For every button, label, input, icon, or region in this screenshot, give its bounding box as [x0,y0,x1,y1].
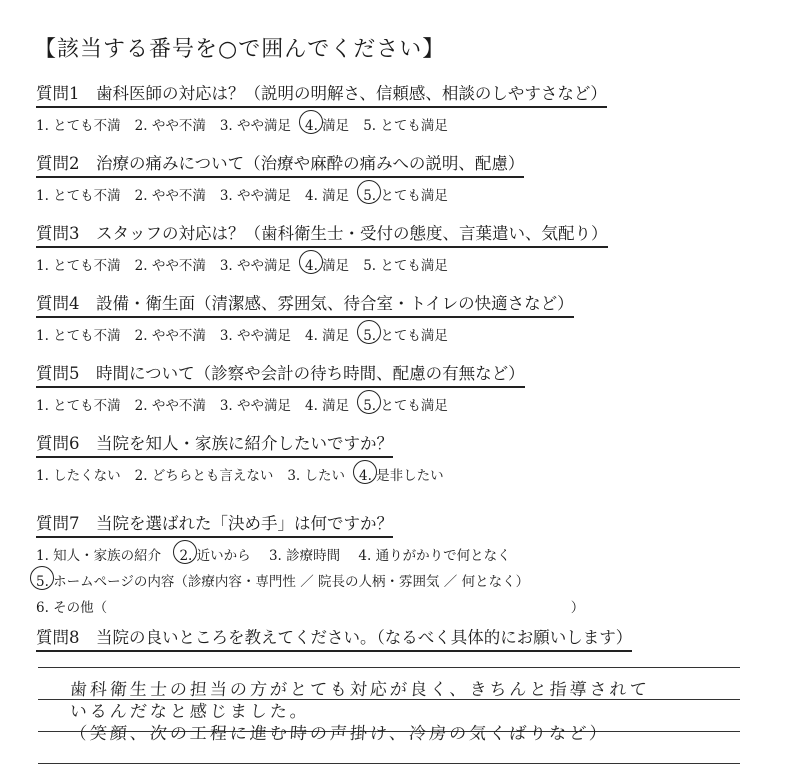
selection-circle [353,460,377,484]
question-2 [36,150,524,204]
q4-option-4-label: 4. 満足 [305,328,350,344]
q5-option-2[interactable] [135,394,206,414]
q6-option-4[interactable] [359,464,444,484]
question-7-label: 質問7 当院を選ばれた「決め手」は何ですか？ [36,510,393,538]
q4-option-1-label: 1. とても不満 [36,328,121,344]
q3-option-4-label: 4. 満足 [305,258,350,274]
q5-option-2-label: 2. やや不満 [134,398,206,414]
selection-circle [357,320,381,344]
question-5-label: 質問5 時間について（診察や会計の待ち時間、配慮の有無など） [36,360,525,388]
q6-option-2[interactable] [135,464,274,484]
selection-circle [30,566,54,590]
question-8-label: 質問8 当院の良いところを教えてください。（なるべく具体的にお願いします） [36,624,632,652]
question-2-label: 質問2 治療の痛みについて（治療や麻酔の痛みへの説明、配慮） [36,150,524,178]
answer-line [38,763,740,764]
q7-option-6[interactable]: 6. その他（ [36,600,108,616]
q5-option-4[interactable] [305,394,349,414]
question-1 [36,80,607,134]
q2-option-1-label: 1. とても不満 [36,188,121,204]
q4-option-5[interactable] [363,324,448,344]
selection-circle [357,390,381,414]
q7-option-2[interactable] [179,544,250,564]
q7-option-3[interactable]: 3. 診療時間 [268,548,341,564]
q7-option-1[interactable]: 1. 知人・家族の紹介 [36,548,162,564]
q4-option-4[interactable] [305,324,349,344]
question-3-label: 質問3 スタッフの対応は？（歯科衛生士・受付の態度、言葉遣い、気配り） [36,220,608,248]
question-8 [36,624,632,652]
q6-option-3-label: 3. したい [287,468,346,484]
q7-option-5[interactable] [36,570,529,590]
question-6-label: 質問6 当院を知人・家族に紹介したいですか？ [36,430,393,458]
q3-option-3-label: 3. やや満足 [219,258,292,274]
q5-option-5[interactable] [363,394,448,414]
q5-option-5-label: 5. とても満足 [363,398,448,414]
q2-option-2[interactable] [135,184,206,204]
q4-option-5-label: 5. とても満足 [363,328,448,344]
q2-option-5-label: 5. とても満足 [363,188,448,204]
q1-option-5-label: 5. とても満足 [363,118,448,134]
q6-option-1-label: 1. したくない [36,468,121,484]
q5-option-3-label: 3. やや満足 [219,398,292,414]
answer-line [38,667,740,668]
handwritten-answer-line-1: 歯科衛生士の担当の方がとても対応が良く、きちんと指導されて [69,680,651,700]
q6-option-1[interactable] [36,464,121,484]
q3-option-5[interactable] [363,254,448,274]
q1-option-4[interactable] [305,114,349,134]
q1-option-1-label: 1. とても不満 [36,118,121,134]
selection-circle [299,250,323,274]
q5-option-4-label: 4. 満足 [305,398,350,414]
q2-option-2-label: 2. やや不満 [134,188,206,204]
q3-option-5-label: 5. とても満足 [363,258,448,274]
q3-option-2-label: 2. やや不満 [134,258,206,274]
q1-option-5[interactable] [363,114,448,134]
q5-option-1[interactable] [36,394,121,414]
q3-option-2[interactable] [135,254,206,274]
q7-option-5-label: 5. ホームページの内容（診療内容・専門性 ／ 院長の人柄・雰囲気 ／ 何となく） [36,574,530,590]
q4-option-2-label: 2. やや不満 [134,328,206,344]
q4-option-3[interactable] [220,324,291,344]
question-4-label: 質問4 設備・衛生面（清潔感、雰囲気、待合室・トイレの快適さなど） [36,290,574,318]
q1-option-3-label: 3. やや満足 [219,118,292,134]
q4-option-2[interactable] [135,324,206,344]
question-5 [36,360,525,414]
q2-option-3[interactable] [220,184,291,204]
q1-option-2[interactable] [135,114,206,134]
q6-option-2-label: 2. どちらとも言えない [134,468,274,484]
question-6 [36,430,458,484]
q2-option-1[interactable] [36,184,121,204]
q1-option-2-label: 2. やや不満 [134,118,206,134]
q2-option-4[interactable] [305,184,349,204]
instruction-title: 【該当する番号を○で囲んでください】 [34,37,446,62]
handwritten-answer-line-3: （笑顔、次の工程に進む時の声掛け、冷房の気くばりなど） [69,724,610,744]
handwritten-answer-line-2: いるんだなと感じました。 [69,702,311,722]
question-1-label: 質問1 歯科医師の対応は？（説明の明解さ、信頼感、相談のしやすさなど） [36,80,607,108]
selection-circle [357,180,381,204]
q1-option-4-label: 4. 満足 [305,118,350,134]
q1-option-3[interactable] [220,114,291,134]
question-7 [36,510,584,616]
q2-option-3-label: 3. やや満足 [219,188,292,204]
q3-option-1[interactable] [36,254,121,274]
q7-option-2-label: 2. 近いから [179,548,251,564]
q1-option-1[interactable] [36,114,121,134]
q6-option-4-label: 4. 是非したい [359,468,444,484]
q6-option-3[interactable] [287,464,345,484]
q7-option-6-close: ） [570,600,585,616]
q2-option-4-label: 4. 満足 [305,188,350,204]
selection-circle [299,110,323,134]
question-4 [36,290,574,344]
question-3 [36,220,608,274]
q3-option-3[interactable] [220,254,291,274]
q5-option-1-label: 1. とても不満 [36,398,121,414]
q3-option-4[interactable] [305,254,349,274]
q3-option-1-label: 1. とても不満 [36,258,121,274]
q2-option-5[interactable] [363,184,448,204]
q4-option-3-label: 3. やや満足 [219,328,292,344]
q4-option-1[interactable] [36,324,121,344]
q7-option-4[interactable]: 4. 通りがかりで何となく [358,548,511,564]
q5-option-3[interactable] [220,394,291,414]
